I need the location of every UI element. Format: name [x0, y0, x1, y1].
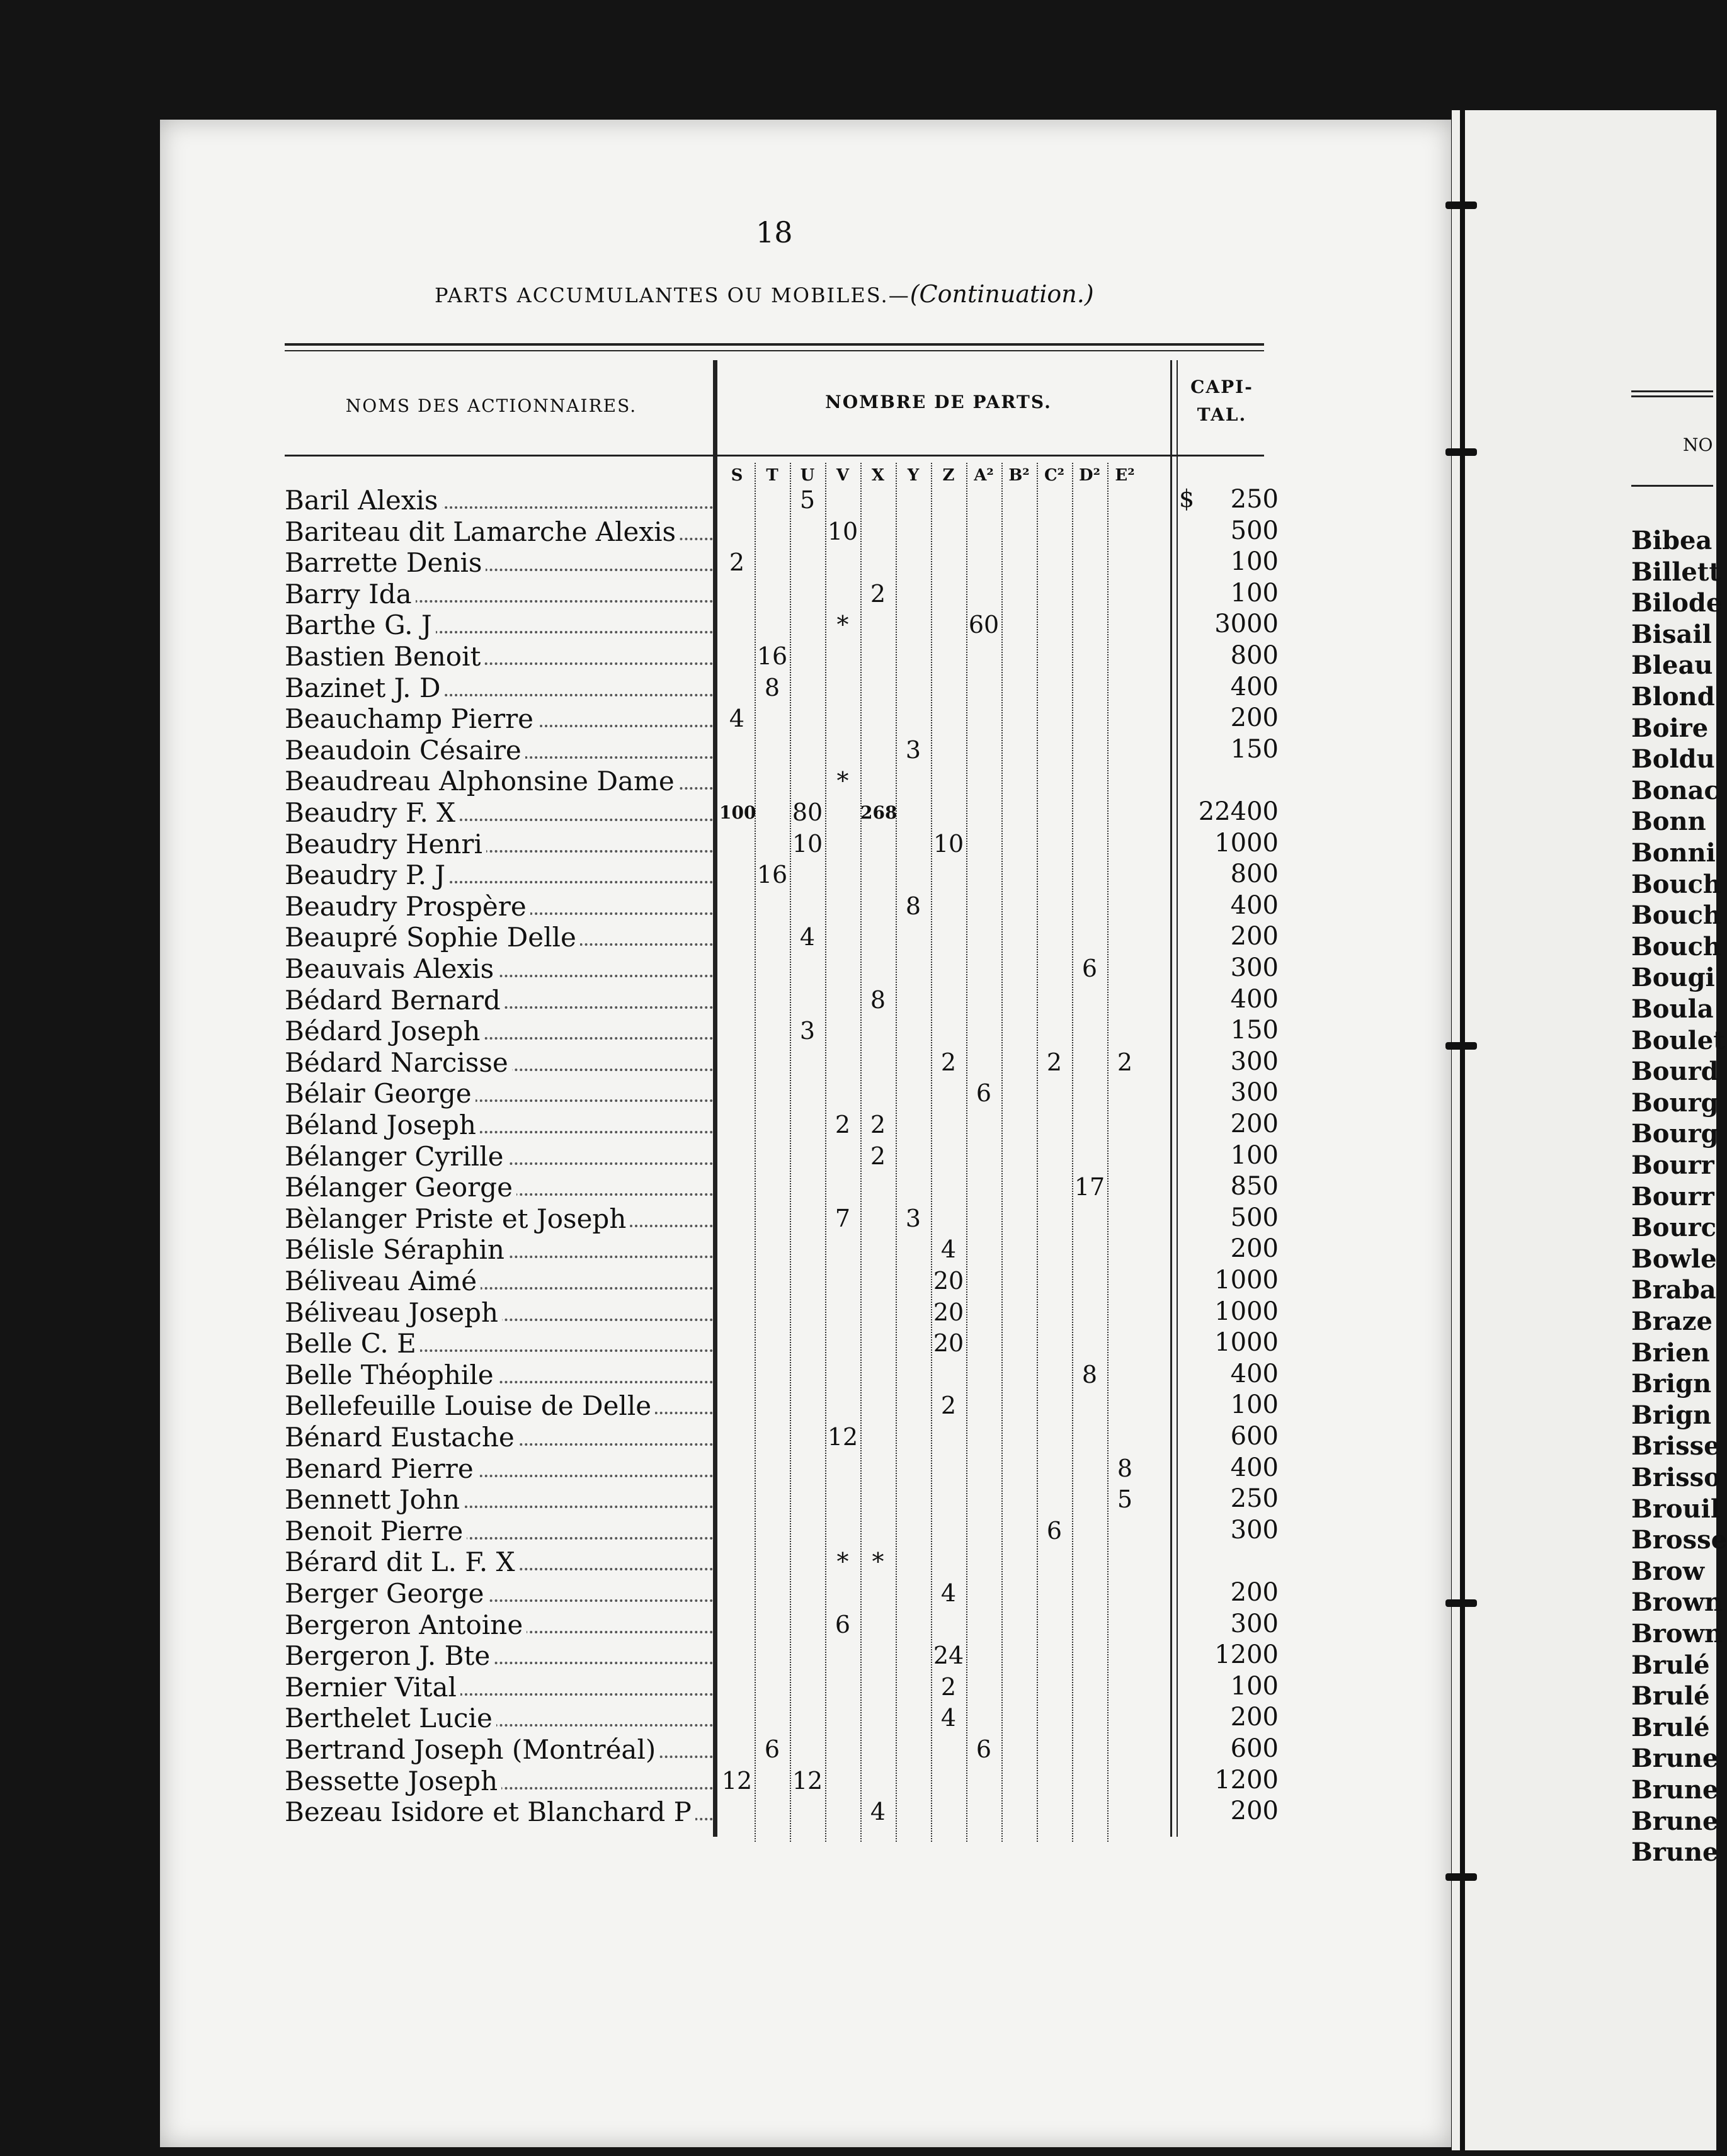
- facing-page-name: Bonn: [1631, 807, 1706, 837]
- shareholder-name: Bédard Bernard: [285, 985, 504, 1016]
- shareholder-name: Béland Joseph: [285, 1109, 480, 1140]
- parts-cell: 2: [1117, 1048, 1133, 1076]
- parts-cell: 4: [799, 923, 816, 951]
- shareholder-name: Bergeron J. Bte: [285, 1640, 494, 1671]
- capital-value: 1000: [1214, 1296, 1279, 1326]
- parts-cell: *: [836, 611, 849, 639]
- shareholder-name: Bellefeuille Louise de Delle: [285, 1390, 655, 1421]
- stitch-mark: [1445, 448, 1477, 456]
- parts-cell: 5: [799, 486, 816, 514]
- parts-cell: *: [872, 1548, 884, 1576]
- parts-cell: 2: [940, 1392, 957, 1420]
- shareholder-name: Barrette Denis: [285, 547, 486, 578]
- column-header-5: Y: [907, 466, 920, 485]
- shareholder-name: Barthe G. J: [285, 610, 436, 640]
- parts-cell: 10: [933, 829, 964, 858]
- facing-page-name: Boire: [1631, 713, 1709, 743]
- facing-page-name: Brouil: [1631, 1494, 1721, 1524]
- shareholder-name: Bélisle Séraphin: [285, 1234, 508, 1265]
- facing-page-name: Brisse: [1631, 1431, 1720, 1461]
- capital-value: 500: [1230, 1203, 1279, 1232]
- facing-page-name: Brien: [1631, 1337, 1710, 1368]
- stitch-mark: [1445, 1873, 1477, 1881]
- names-divider: [713, 360, 717, 1837]
- column-rule: [966, 463, 967, 1842]
- heading-main: PARTS ACCUMULANTES OU MOBILES.—: [435, 283, 910, 307]
- capital-value: 1000: [1214, 1328, 1279, 1358]
- capital-value: 400: [1230, 984, 1279, 1014]
- shareholder-name: Bertrand Joseph (Montréal): [285, 1734, 659, 1765]
- column-header-11: E²: [1115, 466, 1135, 485]
- facing-page-name: Brulé: [1631, 1681, 1710, 1711]
- facing-rule: [1631, 485, 1713, 487]
- parts-cell: 6: [976, 1079, 992, 1108]
- column-header-1: T: [766, 466, 778, 485]
- facing-page-name: Bleau: [1631, 650, 1713, 681]
- capital-value: 400: [1230, 1359, 1279, 1388]
- capital-value: 100: [1230, 1140, 1279, 1170]
- facing-page-name: Bouch: [1631, 900, 1722, 931]
- parts-cell: 12: [721, 1766, 753, 1795]
- shareholder-name: Bennett John: [285, 1484, 464, 1515]
- shareholder-name: Beaudry Prospère: [285, 891, 530, 922]
- capital-value: 200: [1230, 703, 1279, 733]
- capital-value: 300: [1230, 1609, 1279, 1638]
- capital-value: 300: [1230, 953, 1279, 982]
- capital-value: 1000: [1214, 1266, 1279, 1295]
- column-rule: [790, 463, 791, 1842]
- shareholder-name: Bèlanger Priste et Joseph: [285, 1203, 630, 1234]
- facing-page-name: Bisail: [1631, 619, 1712, 649]
- parts-cell: 2: [870, 579, 886, 608]
- capital-value: 300: [1230, 1515, 1279, 1545]
- facing-page-name: Bilode: [1631, 588, 1723, 618]
- facing-page-name: Bourg: [1631, 1087, 1719, 1118]
- capital-header-line1: CAPI-: [1190, 377, 1253, 397]
- parts-cell: 12: [827, 1423, 858, 1451]
- column-rule: [1107, 463, 1109, 1842]
- parts-cell: 2: [940, 1672, 957, 1701]
- shareholder-name: Bélair George: [285, 1078, 476, 1109]
- shareholder-name: Benoit Pierre: [285, 1516, 467, 1546]
- parts-cell: 17: [1074, 1173, 1105, 1201]
- parts-cell: 8: [905, 892, 921, 920]
- parts-cell: 12: [792, 1766, 823, 1795]
- parts-column-header: NOMBRE DE PARTS.: [825, 392, 1052, 412]
- parts-cell: 6: [1081, 955, 1098, 982]
- capital-value: 250: [1230, 1484, 1279, 1514]
- shareholder-name: Bazinet J. D: [285, 672, 445, 703]
- facing-page-name: Bourg: [1631, 1119, 1719, 1149]
- facing-page-name: Bonni: [1631, 838, 1716, 868]
- parts-cell: 100: [719, 802, 756, 823]
- facing-page-name: Brow: [1631, 1556, 1704, 1586]
- parts-cell: 80: [792, 798, 823, 826]
- column-header-7: A²: [974, 466, 994, 485]
- facing-page-name: Boldu: [1631, 744, 1715, 774]
- capital-value: 100: [1230, 1390, 1279, 1420]
- column-header-10: D²: [1079, 466, 1100, 485]
- column-header-0: S: [731, 466, 743, 485]
- facing-page-name: Brosse: [1631, 1525, 1727, 1555]
- parts-cell: 4: [940, 1704, 957, 1732]
- facing-header-fragment: NO: [1683, 434, 1713, 455]
- facing-page-name: Brown: [1631, 1619, 1723, 1648]
- capital-value: 400: [1230, 1453, 1279, 1482]
- capital-value: 300: [1230, 1047, 1279, 1076]
- capital-value: 800: [1230, 641, 1279, 670]
- shareholder-name: Beauchamp Pierre: [285, 703, 537, 734]
- facing-page-name: Brulé: [1631, 1712, 1710, 1742]
- parts-cell: 8: [764, 673, 780, 701]
- capital-value: 200: [1230, 922, 1279, 951]
- capital-value: 300: [1230, 1078, 1279, 1108]
- parts-cell: 16: [756, 861, 788, 889]
- parts-cell: 6: [764, 1735, 780, 1763]
- capital-value: 1000: [1214, 828, 1279, 858]
- shareholder-name: Beaudry Henri: [285, 829, 486, 860]
- parts-cell: 10: [792, 829, 823, 858]
- capital-value: 22400: [1198, 797, 1279, 826]
- capital-value: 500: [1230, 516, 1279, 545]
- parts-cell: 16: [756, 642, 788, 670]
- capital-value: 150: [1230, 734, 1279, 764]
- capital-value: 600: [1230, 1734, 1279, 1763]
- shareholder-name: Beaudry F. X: [285, 797, 459, 828]
- shareholder-name: Benard Pierre: [285, 1453, 477, 1484]
- column-rule: [931, 463, 932, 1842]
- capital-divider: [1170, 360, 1172, 1837]
- shareholder-name: Baril Alexis: [285, 485, 442, 516]
- stitch-mark: [1445, 1599, 1477, 1607]
- shareholder-name: Beaudry P. J: [285, 860, 449, 890]
- shareholder-name: Beaupré Sophie Delle: [285, 922, 580, 953]
- shareholder-name: Bezeau Isidore et Blanchard P: [285, 1796, 695, 1827]
- shareholder-name: Bélanger George: [285, 1172, 516, 1203]
- parts-cell: 20: [933, 1267, 964, 1295]
- parts-cell: 2: [870, 1111, 886, 1138]
- shareholder-name: Bessette Joseph: [285, 1766, 501, 1796]
- facing-page-name: Brune: [1631, 1837, 1719, 1868]
- parts-cell: *: [836, 1548, 849, 1576]
- facing-page-name: Brulé: [1631, 1650, 1710, 1680]
- parts-cell: 268: [860, 802, 898, 823]
- heading-continuation: (Continuation.): [909, 280, 1094, 308]
- facing-page-name: Bourd: [1631, 1057, 1719, 1087]
- shareholder-name: Berger George: [285, 1578, 487, 1609]
- header-rule: [285, 455, 1264, 457]
- shareholder-name: Bernier Vital: [285, 1672, 460, 1703]
- facing-page-name: Brune: [1631, 1744, 1719, 1774]
- parts-cell: 6: [1046, 1516, 1063, 1545]
- parts-cell: 8: [870, 985, 886, 1014]
- parts-cell: 8: [1081, 1360, 1098, 1388]
- capital-value: 100: [1230, 547, 1279, 577]
- parts-cell: 2: [870, 1142, 886, 1170]
- shareholder-name: Bédard Joseph: [285, 1016, 484, 1047]
- shareholder-name: Barry Ida: [285, 579, 416, 610]
- column-header-6: Z: [942, 466, 955, 485]
- shareholder-name: Bérard dit L. F. X: [285, 1546, 519, 1577]
- capital-value: 800: [1230, 860, 1279, 889]
- facing-page-name: Bourr: [1631, 1150, 1714, 1180]
- facing-page-name: Billett: [1631, 557, 1721, 587]
- shareholder-name: Béliveau Aimé: [285, 1266, 481, 1296]
- names-column-header: NOMS DES ACTIONNAIRES.: [345, 395, 637, 416]
- parts-cell: 4: [729, 705, 745, 733]
- shareholder-name: Berthelet Lucie: [285, 1703, 496, 1733]
- parts-cell: *: [836, 767, 849, 795]
- book-spine: [1460, 110, 1465, 2150]
- shareholder-name: Beauvais Alexis: [285, 953, 498, 984]
- capital-value: 100: [1230, 578, 1279, 608]
- capital-value: 100: [1230, 1671, 1279, 1701]
- capital-value: 200: [1230, 1796, 1279, 1826]
- parts-cell: 4: [940, 1579, 957, 1607]
- facing-page-name: Brune: [1631, 1775, 1719, 1805]
- column-header-8: B²: [1008, 466, 1030, 485]
- parts-cell: 2: [940, 1048, 957, 1076]
- column-rule: [1037, 463, 1038, 1842]
- facing-rule: [1631, 390, 1713, 392]
- column-rule: [1072, 463, 1073, 1842]
- facing-page-name: Brisso: [1631, 1463, 1721, 1492]
- facing-rule: [1631, 395, 1713, 397]
- parts-cell: 7: [835, 1204, 851, 1232]
- shareholder-name: Bergeron Antoine: [285, 1609, 527, 1640]
- parts-cell: 24: [933, 1642, 964, 1670]
- parts-cell: 6: [976, 1735, 992, 1763]
- capital-value: 1200: [1214, 1640, 1279, 1670]
- facing-page-name: Boulet: [1631, 1025, 1725, 1055]
- parts-cell: 2: [729, 548, 745, 577]
- capital-value: 1200: [1214, 1765, 1279, 1795]
- top-double-rule: [285, 343, 1264, 346]
- column-rule: [896, 463, 897, 1842]
- facing-page-name: Bourc: [1631, 1213, 1716, 1243]
- capital-value: 200: [1230, 1703, 1279, 1732]
- facing-page-name: Bougi: [1631, 963, 1715, 993]
- capital-value: 200: [1230, 1109, 1279, 1138]
- parts-cell: 6: [835, 1610, 851, 1638]
- page-heading: [435, 280, 1094, 308]
- facing-page-name: Brign: [1631, 1400, 1712, 1430]
- facing-page-name: Boula: [1631, 994, 1714, 1024]
- top-double-rule-thin: [285, 350, 1264, 351]
- parts-cell: 2: [1046, 1048, 1063, 1076]
- capital-value: 850: [1230, 1172, 1279, 1201]
- shareholder-name: Beaudoin Césaire: [285, 735, 525, 766]
- parts-cell: 8: [1117, 1454, 1133, 1482]
- facing-page-name: Bouch: [1631, 869, 1722, 899]
- capital-value: 600: [1230, 1422, 1279, 1451]
- facing-page-name: Blond: [1631, 682, 1715, 712]
- shareholder-name: Bastien Benoit: [285, 641, 484, 672]
- facing-page-name: Bibea: [1631, 526, 1713, 555]
- shareholder-name: Belle Théophile: [285, 1359, 498, 1390]
- facing-page-name: Bourr: [1631, 1181, 1714, 1211]
- column-header-9: C²: [1044, 466, 1065, 485]
- facing-page-name: Bonac: [1631, 775, 1719, 805]
- page-number: 18: [756, 215, 793, 249]
- column-header-2: U: [800, 466, 815, 485]
- facing-page-name: Braba: [1631, 1275, 1716, 1305]
- stitch-mark: [1445, 1042, 1477, 1050]
- shareholder-name: Bénard Eustache: [285, 1422, 518, 1453]
- currency-sign: $: [1179, 485, 1195, 513]
- parts-cell: 20: [933, 1329, 964, 1358]
- facing-page-name: Brign: [1631, 1369, 1712, 1399]
- capital-value: 200: [1230, 1578, 1279, 1607]
- parts-cell: 4: [870, 1798, 886, 1826]
- parts-cell: 4: [940, 1235, 957, 1264]
- capital-value: 400: [1230, 672, 1279, 701]
- capital-value: 400: [1230, 890, 1279, 920]
- capital-value: 150: [1230, 1016, 1279, 1045]
- parts-cell: 3: [799, 1017, 816, 1045]
- capital-header-line2: TAL.: [1197, 404, 1247, 425]
- parts-cell: 20: [933, 1298, 964, 1326]
- facing-page-name: Bouch: [1631, 931, 1722, 962]
- parts-cell: 60: [968, 611, 1000, 639]
- facing-page-name: Bowle: [1631, 1244, 1717, 1274]
- shareholder-name: Bédard Narcisse: [285, 1047, 512, 1078]
- column-rule: [1001, 463, 1003, 1842]
- facing-page-name: Braze: [1631, 1307, 1713, 1336]
- shareholder-name: Béliveau Joseph: [285, 1297, 502, 1328]
- parts-cell: 3: [905, 1204, 921, 1232]
- parts-cell: 2: [835, 1111, 851, 1138]
- shareholder-name: Bélanger Cyrille: [285, 1141, 508, 1172]
- shareholder-name: Beaudreau Alphonsine Dame: [285, 766, 678, 797]
- stitch-mark: [1445, 201, 1477, 209]
- capital-divider-inner: [1177, 360, 1178, 1837]
- parts-cell: 10: [827, 517, 858, 545]
- facing-page-name: Brown: [1631, 1587, 1723, 1618]
- column-header-4: X: [871, 466, 885, 485]
- shareholder-name: Bariteau dit Lamarche Alexis: [285, 516, 680, 547]
- parts-cell: 5: [1117, 1485, 1133, 1514]
- column-header-3: V: [836, 466, 850, 485]
- capital-value: 250: [1230, 485, 1279, 514]
- capital-value: 3000: [1214, 610, 1279, 639]
- facing-page-name: Brune: [1631, 1806, 1719, 1836]
- parts-cell: 3: [905, 735, 921, 764]
- shareholder-name: Belle C. E: [285, 1328, 420, 1359]
- capital-value: 200: [1230, 1234, 1279, 1264]
